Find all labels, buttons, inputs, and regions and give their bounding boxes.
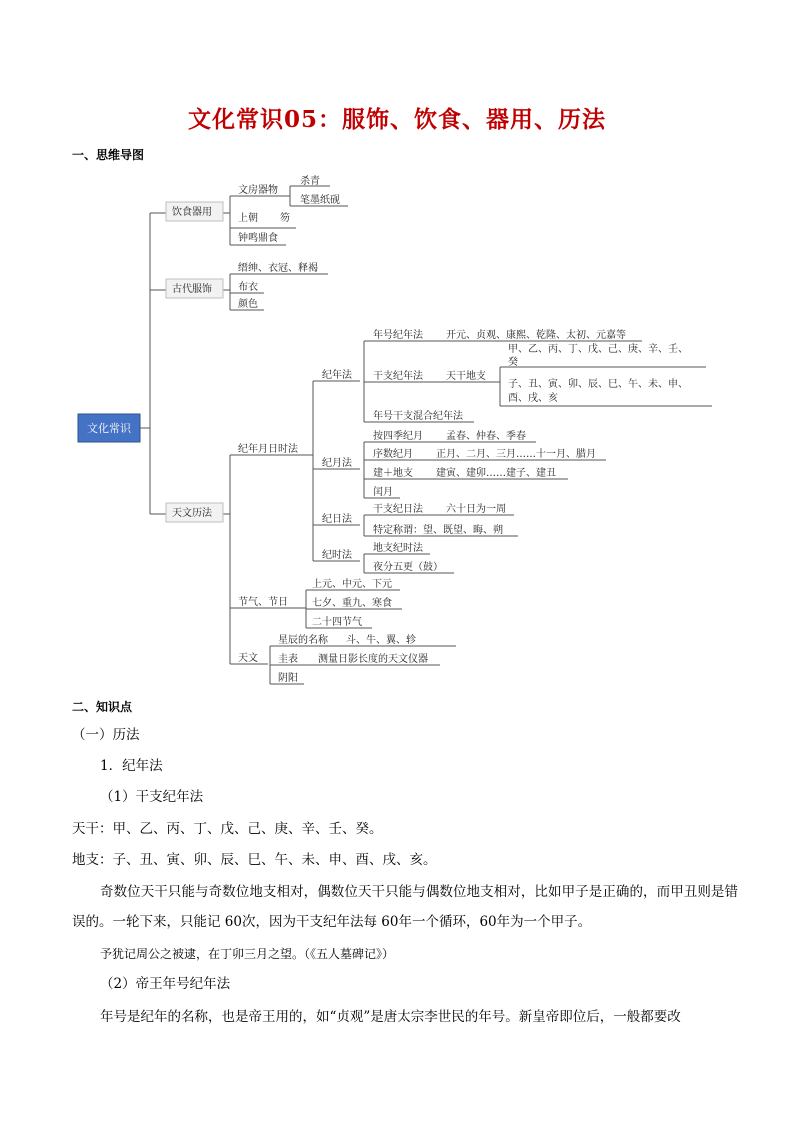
node-label: 天文历法 bbox=[172, 508, 212, 519]
node-label: 饮食器用 bbox=[172, 207, 212, 218]
node-label: 夜分五更（鼓） bbox=[373, 562, 443, 573]
node-label: 布衣 bbox=[238, 282, 258, 293]
section-heading-knowledge: 二、知识点 bbox=[72, 700, 133, 714]
tiangan-line: 天干：甲、乙、丙、丁、戊、己、庚、辛、壬、癸。 bbox=[72, 821, 383, 837]
node-label: 开元、贞观、康熙、乾隆、太初、元嘉等 bbox=[446, 330, 626, 341]
node-label: 笔墨纸砚 bbox=[300, 195, 340, 206]
node-label: 杀青 bbox=[300, 176, 320, 187]
node-label: 按四季纪月 bbox=[373, 431, 423, 442]
node-label: 钟鸣鼎食 bbox=[238, 233, 278, 244]
node-label: 年号纪年法 bbox=[373, 330, 423, 341]
node-label: 特定称谓：望、既望、晦、朔 bbox=[373, 525, 503, 536]
node-label: 测量日影长度的天文仪器 bbox=[318, 654, 428, 665]
node-label: 纪年法 bbox=[322, 370, 352, 381]
node-label: 上元、中元、下元 bbox=[312, 579, 392, 590]
dizhi-line: 地支：子、丑、寅、卯、辰、巳、午、未、申、酉、戌、亥。 bbox=[72, 852, 437, 868]
subheading-calendar: （一）历法 bbox=[72, 727, 140, 743]
paragraph-ganzhi-rule: 奇数位天干只能与奇数位地支相对，偶数位天干只能与偶数位地支相对，比如甲子是正确的，而甲丑则是错误的。一轮下来，只能记 60次，因为干支纪年法每 60年一个循环，60年为一个甲子。 bbox=[72, 884, 738, 930]
node-label: 地支纪时法 bbox=[373, 543, 423, 554]
subheading-year-method: 1．纪年法 bbox=[100, 758, 163, 774]
paragraph-reign-title: 年号是纪年的名称，也是帝王用的，如“贞观”是唐太宗李世民的年号。新皇帝即位后，一般都要改 bbox=[100, 1009, 681, 1025]
node-label: 纪月法 bbox=[322, 458, 352, 469]
node-label: 正月、二月、三月……十一月、腊月 bbox=[436, 449, 596, 460]
node-label: 斗、牛、翼、轸 bbox=[346, 635, 416, 646]
node-label: 年号干支混合纪年法 bbox=[373, 411, 463, 422]
page-title: 文化常识05：服饰、饮食、器用、历法 bbox=[187, 106, 606, 133]
node-label: 酉、戌、亥 bbox=[508, 393, 558, 404]
node-label: 古代服饰 bbox=[172, 284, 212, 295]
section-heading-mindmap: 一、思维导图 bbox=[72, 148, 145, 162]
node-label: 纪日法 bbox=[322, 514, 352, 525]
node-label: 圭表 bbox=[278, 654, 298, 665]
node-label: 上朝 bbox=[238, 213, 258, 224]
node-label: 笏 bbox=[280, 213, 290, 224]
node-label: 子、丑、寅、卯、辰、巳、午、未、申、 bbox=[508, 379, 688, 390]
node-label: 星辰的名称 bbox=[278, 635, 328, 646]
node-label: 癸 bbox=[508, 357, 518, 368]
node-label: 建＋地支 bbox=[373, 468, 413, 479]
node-label: 天干地支 bbox=[446, 371, 486, 382]
node-label: 天文 bbox=[238, 653, 258, 664]
node-label: 六十日为一周 bbox=[446, 504, 506, 515]
node-label: 序数纪月 bbox=[373, 449, 413, 460]
node-label: 七夕、重九、寒食 bbox=[312, 598, 392, 609]
node-label: 干支纪日法 bbox=[373, 504, 423, 515]
node-label: 孟春、仲春、季春 bbox=[446, 431, 526, 442]
node-label: 文房器物 bbox=[238, 185, 278, 196]
node-label: 缙绅、衣冠、释褐 bbox=[238, 263, 318, 274]
node-label: 闰月 bbox=[373, 487, 393, 498]
node-label: 纪年月日时法 bbox=[238, 444, 298, 455]
subheading-reign-title: （2）帝王年号纪年法 bbox=[100, 976, 231, 992]
subheading-ganzhi: （1）干支纪年法 bbox=[100, 789, 204, 805]
mind-map-connectors bbox=[140, 186, 712, 684]
quote-line: 予犹记周公之被逮，在丁卯三月之望。（《五人墓碑记》） bbox=[100, 947, 395, 961]
node-label: 节气、节日 bbox=[238, 597, 288, 608]
node-label: 阴阳 bbox=[278, 673, 298, 684]
node-label: 甲、乙、丙、丁、戊、己、庚、辛、壬、 bbox=[508, 344, 688, 355]
node-label: 纪时法 bbox=[322, 550, 352, 561]
node-label: 二十四节气 bbox=[312, 617, 362, 628]
node-label: 干支纪年法 bbox=[373, 371, 423, 382]
root-node-label: 文化常识 bbox=[87, 422, 131, 435]
node-label: 颜色 bbox=[238, 299, 258, 310]
node-label: 建寅、建卯……建子、建丑 bbox=[436, 468, 556, 479]
